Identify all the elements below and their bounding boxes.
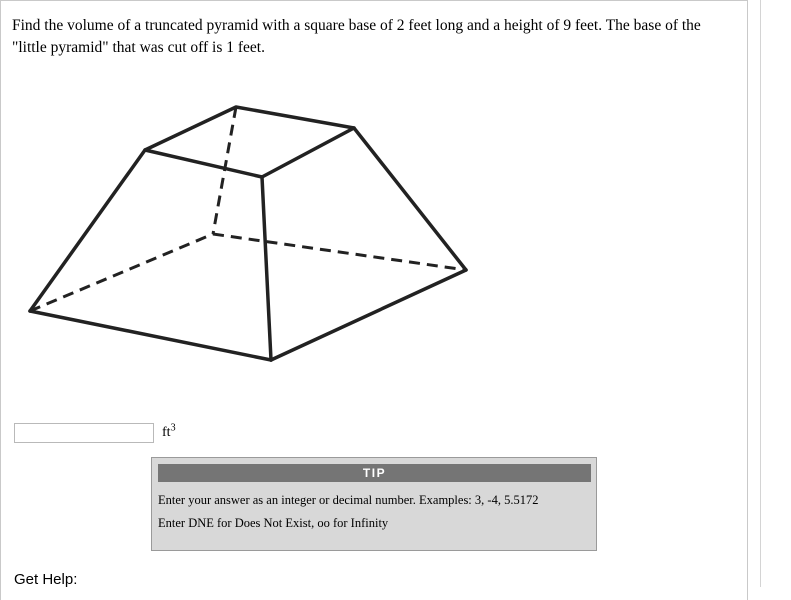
hidden-edge-base-right (213, 234, 466, 270)
answer-row (14, 423, 176, 445)
tip-line-special: Enter DNE for Does Not Exist, oo for Infinity (158, 516, 389, 530)
get-help-label: Get Help: (14, 571, 78, 588)
edge-right (354, 128, 466, 270)
base-front-left (30, 311, 271, 360)
unit-exponent: 3 (170, 422, 176, 434)
answer-input[interactable] (14, 423, 154, 443)
base-front-right (271, 270, 466, 360)
truncated-pyramid-icon (0, 95, 500, 370)
top-face (145, 107, 354, 177)
unit-text: ft (162, 425, 171, 440)
tip-box (151, 457, 597, 551)
right-divider (760, 0, 761, 587)
edge-front (262, 177, 271, 360)
question-text: Find the volume of a truncated pyramid with a square base of 2 feet long and a height of 9 feet. The base of the "little pyramid" that was cut off is 1 feet. (12, 17, 701, 56)
tip-line-format: Enter your answer as an integer or decimal number. Examples: 3, -4, 5.5172 (158, 493, 539, 507)
tip-header: TIP (158, 464, 591, 482)
unit-label (162, 423, 176, 443)
